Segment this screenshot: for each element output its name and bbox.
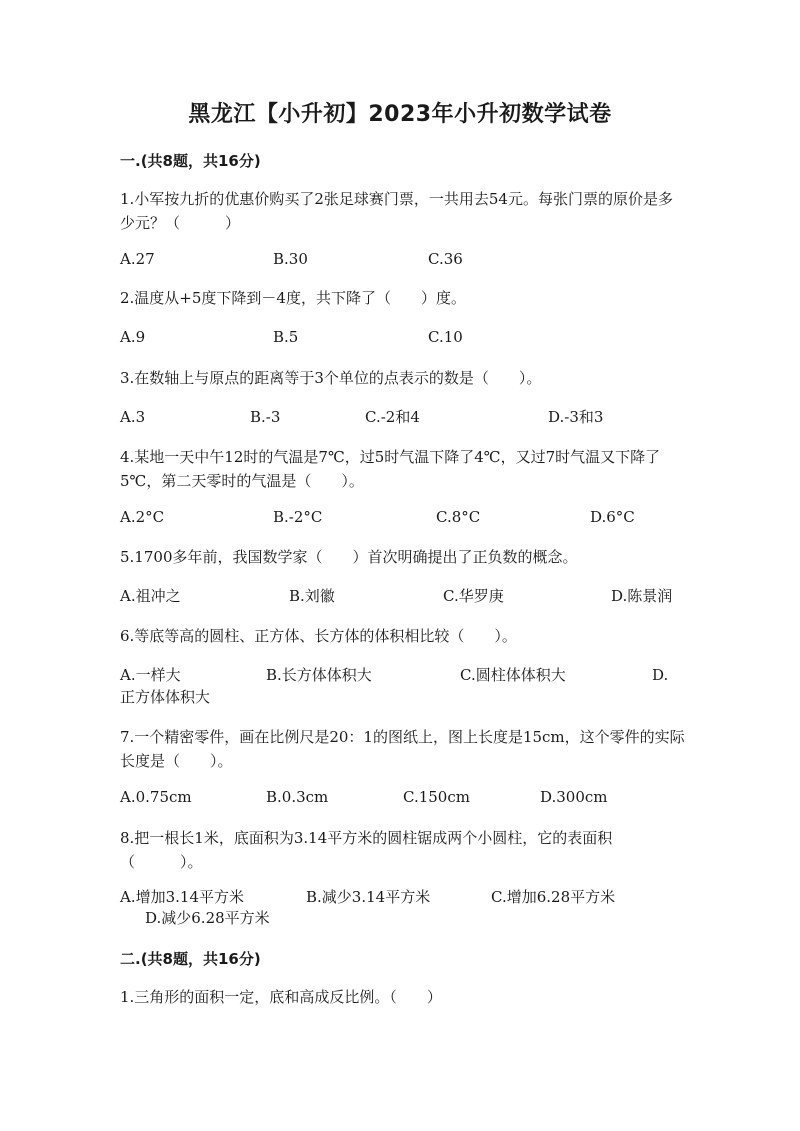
option: C.150cm (403, 788, 470, 806)
option: B.刘徽 (289, 587, 335, 605)
option: B.0.3cm (266, 788, 329, 806)
option: C.圆柱体体积大 (460, 666, 566, 684)
option: C.8°C (436, 508, 481, 526)
option: A.祖冲之 (120, 587, 181, 605)
question-text: 4.某地一天中午12时的气温是7℃，过5时气温下降了4℃，又过7时气温又下降了5℃，第二天零时的气温是（ ）。 (120, 448, 661, 490)
option: C.10 (428, 328, 463, 346)
question-text: 2.温度从+5度下降到－4度，共下降了（ ）度。 (120, 289, 466, 307)
option: C.增加6.28平方米 (491, 888, 616, 906)
page-title: 黑龙江【小升初】2023年小升初数学试卷 (188, 102, 612, 127)
question-text: 1.小军按九折的优惠价购买了2张足球赛门票，一共用去54元。每张门票的原价是多少元？（ ） (120, 190, 673, 232)
option: C.-2和4 (365, 408, 420, 426)
option: D.6°C (590, 508, 635, 526)
option-wrapped: D.正方体体积大 (120, 666, 669, 706)
option: B.-2°C (273, 508, 323, 526)
option: A.3 (120, 408, 146, 426)
option: B.30 (273, 250, 308, 268)
option: D.减少6.28平方米 (145, 909, 270, 927)
option: A.27 (120, 250, 155, 268)
question-text: 7.一个精密零件，画在比例尺是20：1的图纸上，图上长度是15cm，这个零件的实际长度是（ ）。 (120, 728, 685, 770)
option: B.长方体体积大 (266, 666, 372, 684)
option: C.华罗庚 (443, 587, 504, 605)
option: A.2°C (120, 508, 165, 526)
section-heading: 二.(共8题，共16分) (120, 950, 261, 968)
option: B.5 (273, 328, 299, 346)
option: A.增加3.14平方米 (120, 888, 244, 906)
option: A.0.75cm (120, 788, 192, 806)
option: D.陈景润 (611, 587, 673, 605)
option: D.-3和3 (548, 408, 604, 426)
question-text: 1.三角形的面积一定，底和高成反比例。（ ） (120, 988, 442, 1006)
question-text: 8.把一根长1米，底面积为3.14平方米的圆柱锯成两个小圆柱，它的表面积（ ）。 (120, 829, 613, 871)
question-text: 6.等底等高的圆柱、正方体、长方体的体积相比较（ ）。 (120, 627, 517, 645)
question-text: 5.1700多年前，我国数学家（ ）首次明确提出了正负数的概念。 (120, 548, 578, 566)
option: A.一样大 (120, 666, 181, 684)
option: B.-3 (250, 408, 281, 426)
option: C.36 (428, 250, 463, 268)
section-heading: 一.(共8题，共16分) (120, 152, 261, 170)
option: B.减少3.14平方米 (306, 888, 431, 906)
option: A.9 (120, 328, 146, 346)
question-text: 3.在数轴上与原点的距离等于3个单位的点表示的数是（ ）。 (120, 369, 542, 387)
option: D.300cm (540, 788, 608, 806)
